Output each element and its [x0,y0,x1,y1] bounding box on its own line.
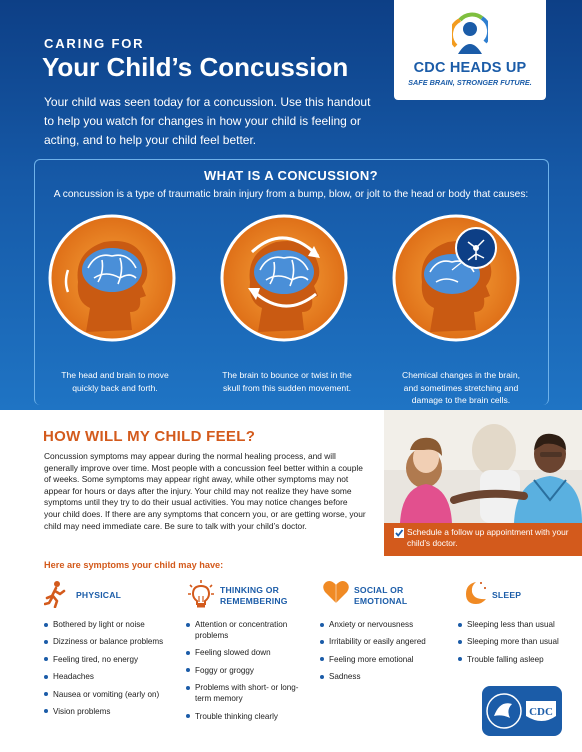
list-item: Foggy or groggy [186,665,304,676]
moon-icon [460,580,488,606]
list-item: Feeling tired, no energy [44,654,176,665]
column-title-social: SOCIAL OR EMOTIONAL [354,585,408,606]
kicker-text: CARING FOR [44,36,145,51]
list-item: Dizziness or balance problems [44,636,176,647]
page-title: Your Child’s Concussion [42,52,349,82]
list-item: Headaches [44,671,176,682]
list-item: Bothered by light or noise [44,619,176,630]
concussion-heading: WHAT IS A CONCUSSION? [203,168,379,183]
logo-name: CDC HEADS UP [413,60,527,76]
list-item: Anxiety or nervousness [320,619,452,630]
symptoms-lead: Here are symptoms your child may have: [44,560,224,570]
runner-icon [44,580,68,608]
head-movement-illustration [46,212,178,344]
list-item: Trouble falling asleep [458,654,580,665]
list-item: Trouble thinking clearly [186,711,304,722]
lightbulb-icon [188,580,214,610]
column-title-thinking: THINKING OR REMEMBERING [220,585,288,606]
how-will-child-feel-heading: HOW WILL MY CHILD FEEL? [43,428,256,445]
list-item: Sadness [320,671,452,682]
cause-caption-3: Chemical changes in the brain, and sometimes stretching and damage to the brain cells. [402,370,520,405]
logo-tagline: SAFE BRAIN, STRONGER FUTURE. [408,78,532,87]
list-item: Sleeping more than usual [458,636,580,647]
list-item: Feeling more emotional [320,654,452,665]
brain-bounce-illustration [218,212,350,344]
photo-caption-text: Schedule a follow up appointment with your child’s doctor. [407,527,569,548]
column-title-physical: PHYSICAL [76,590,122,600]
sleep-symptom-list [458,619,580,671]
list-item: Sleeping less than usual [458,619,580,630]
physical-symptom-list [44,619,176,723]
feel-paragraph: Concussion symptoms may appear during the normal healing process, and will generally improve over time. Most people with a concussion feel better within a couple of weeks. Some symptoms may appear right away, while other symptoms may not appear for hours or days after the injury. Your child may not realize they have some symptoms until they try to do their usual activities. You may notice changes before your child does. If there are any symptoms that concern you, or are getting worse, your child may need immediate care. Be sure to talk with your child’s doctor. [44,451,366,531]
doctor-child-photo [384,410,582,523]
cdc-heads-up-logo [394,0,546,100]
list-item: Attention or concentration problems [186,619,304,641]
social-symptom-list [320,619,452,689]
cause-caption-2: The brain to bounce or twist in the skull from this sudden movement. [222,370,352,393]
list-item: Problems with short- or long-term memory [186,682,304,704]
cdc-mark-text: CDC [529,706,553,718]
hhs-cdc-logo [482,686,562,736]
column-title-sleep: SLEEP [492,590,522,600]
heart-icon [323,580,349,604]
checkbox-icon [394,528,404,538]
heads-up-person-icon [452,12,488,56]
concussion-definition: A concussion is a type of traumatic brain injury from a bump, blow, or jolt to the head or body that causes: [53,189,529,200]
thinking-symptom-list [186,619,304,728]
photo-illustration [384,410,582,523]
brain-chemical-illustration [390,212,522,344]
list-item: Vision problems [44,706,176,717]
list-item: Feeling slowed down [186,647,304,658]
list-item: Irritability or easily angered [320,636,452,647]
cause-caption-1: The head and brain to move quickly back and forth. [61,370,169,393]
list-item: Nausea or vomiting (early on) [44,689,176,700]
intro-paragraph: Your child was seen today for a concussion. Use this handout to help you watch for changes in how your child is feeling or acting, and to help your child feel better. [44,95,371,147]
